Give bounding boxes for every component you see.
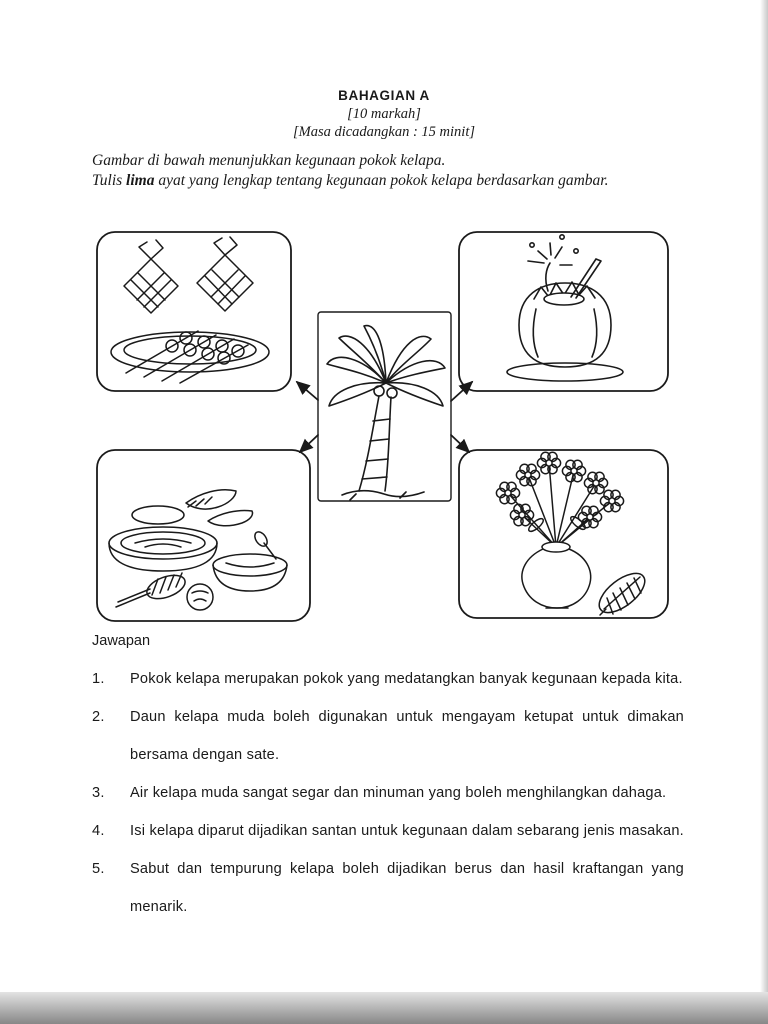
- instruction-text-post: ayat yang lengkap tentang kegunaan pokok kelapa berdasarkan gambar.: [158, 172, 609, 189]
- coconut-usage-diagram: [0, 225, 768, 625]
- grating-coconut-illustration: [109, 490, 287, 610]
- instruction-bold-word: lima: [126, 172, 155, 189]
- section-title: BAHAGIAN A: [338, 88, 430, 103]
- answer-item: [92, 660, 684, 698]
- coconut-drink-illustration: [507, 235, 623, 381]
- diagram-box-grating: [97, 450, 310, 621]
- answer-text: Isi kelapa diparut dijadikan santan untuk kegunaan dalam sebarang jenis masakan.: [130, 823, 684, 839]
- instruction-line-1: Gambar di bawah menunjukkan kegunaan pokok kelapa.: [92, 152, 446, 169]
- marks-line: [10 markah]: [347, 106, 421, 122]
- scan-edge-right: [760, 0, 768, 992]
- answer-number: 3.: [92, 785, 105, 801]
- answer-number: 5.: [92, 861, 105, 877]
- arrow-to-top-left: [297, 382, 318, 400]
- palm-tree-illustration: [327, 326, 445, 500]
- ketupat-satay-illustration: [111, 237, 269, 383]
- answer-text: Daun kelapa muda boleh digunakan untuk mengayam ketupat untuk dimakan bersama dengan sate.: [130, 709, 684, 763]
- answers-label: Jawapan: [92, 633, 151, 649]
- flower-vase-illustration: [496, 452, 651, 620]
- diagram-box-palm-tree: [318, 312, 451, 501]
- instruction-line-2: [92, 172, 712, 190]
- arrow-to-bottom-right: [451, 435, 469, 452]
- answer-number: 2.: [92, 709, 105, 725]
- answer-number: 1.: [92, 671, 105, 687]
- answers-list: [92, 660, 684, 926]
- time-line: [Masa dicadangkan : 15 minit]: [292, 124, 476, 140]
- arrow-to-bottom-left: [300, 435, 318, 452]
- answer-text: Air kelapa muda sangat segar dan minuman yang boleh menghilangkan dahaga.: [130, 785, 667, 801]
- answer-item: [92, 812, 684, 850]
- scan-edge-bottom: [0, 992, 768, 1024]
- answer-text: Pokok kelapa merupakan pokok yang medatangkan banyak kegunaan kepada kita.: [130, 671, 683, 687]
- instruction-text-pre: Tulis: [92, 172, 123, 189]
- answer-item: [92, 698, 684, 774]
- answer-item: [92, 774, 684, 812]
- answer-number: 4.: [92, 823, 105, 839]
- arrow-to-top-right: [451, 382, 472, 401]
- diagram-box-ketupat-satay: [97, 232, 291, 391]
- answer-text: Sabut dan tempurung kelapa boleh dijadikan berus dan hasil kraftangan yang menarik.: [130, 861, 684, 915]
- answer-item: [92, 850, 684, 926]
